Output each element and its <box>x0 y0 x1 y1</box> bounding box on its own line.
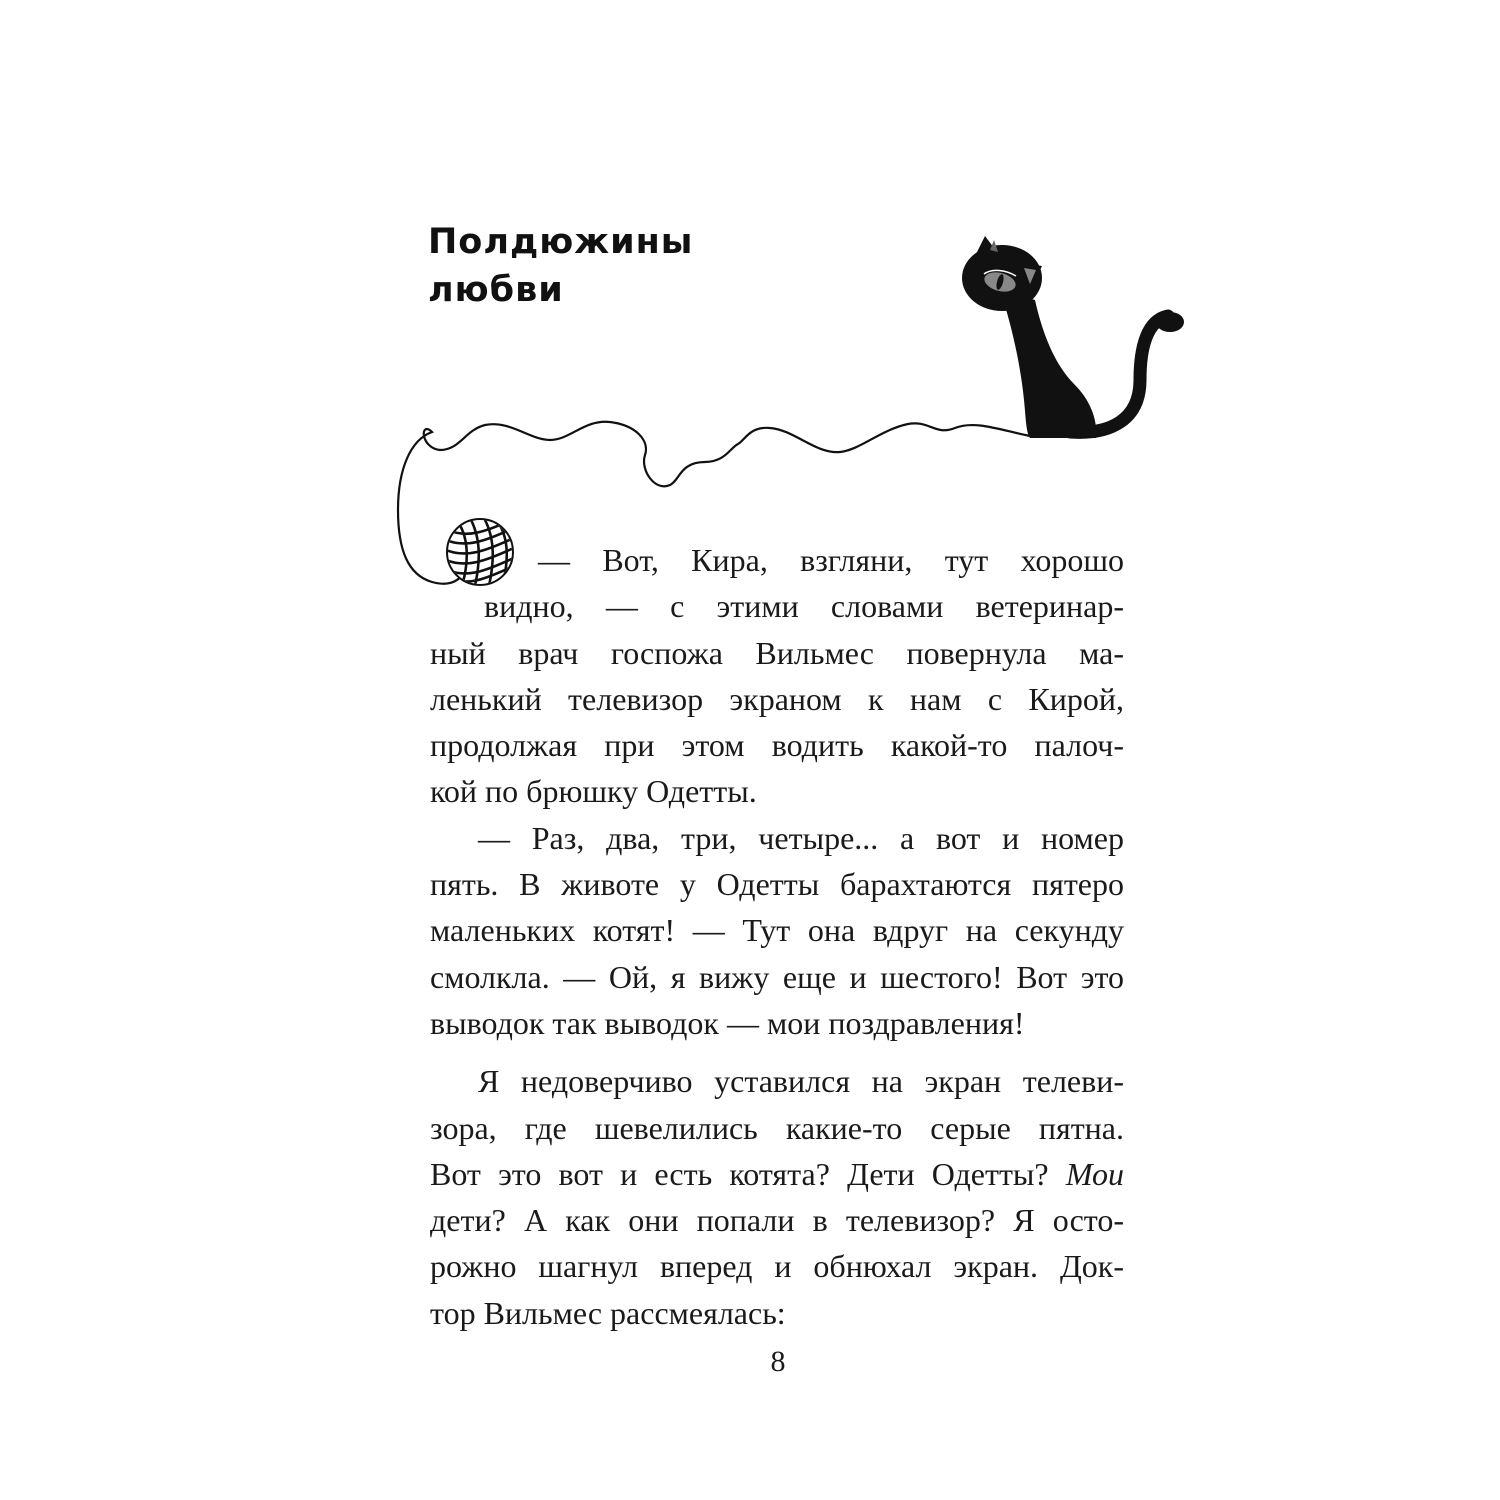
text-fragment: Вот это вот и есть котята? Дети Одетты? <box>430 1155 1049 1192</box>
text-line: — Вот, Кира, взгляни, тут хорошо <box>538 542 1124 578</box>
page-number: 8 <box>770 1345 786 1378</box>
text-line: зора, где шевелились какие-то серые пятна. <box>430 1109 1124 1146</box>
text-line: Я недоверчиво уставился на экран телеви- <box>478 1063 1124 1100</box>
chapter-title-line-2: любви <box>428 270 564 310</box>
text-line: ленький телевизор экраном к нам с Кирой, <box>430 680 1124 717</box>
text-line: маленьких котят! — Тут она вдруг на секунду <box>430 912 1124 949</box>
emphasis-text: Мои <box>1065 1155 1125 1192</box>
chapter-text <box>430 537 1124 1336</box>
paragraph-gap <box>430 1046 1124 1058</box>
text-line: рожно шагнул вперед и обнюхал экран. Док- <box>430 1248 1124 1285</box>
black-cat-icon <box>962 236 1184 438</box>
text-line: продолжая при этом водить какой-то палоч- <box>430 727 1124 764</box>
text-line: — Раз, два, три, четыре... а вот и номер <box>478 819 1124 856</box>
text-line: видно, — с этими словами ветеринар- <box>484 588 1124 625</box>
chapter-title-line-1: Полдюжины <box>428 222 694 262</box>
text-line <box>430 1151 1124 1197</box>
text-line: ный врач госпожа Вильмес повернула ма- <box>430 634 1124 671</box>
text-line: кой по брюшку Одетты. <box>430 773 757 810</box>
text-line: тор Вильмес рассмеялась: <box>430 1294 786 1331</box>
text-line: пять. В животе у Одетты барахтаются пятеро <box>430 866 1124 903</box>
text-line: дети? А как они попали в телевизор? Я осто- <box>430 1202 1124 1239</box>
text-line: смолкла. — Ой, я вижу еще и шестого! Вот это <box>430 958 1124 995</box>
text-line: выводок так выводок — мои поздравления! <box>430 1004 1025 1041</box>
